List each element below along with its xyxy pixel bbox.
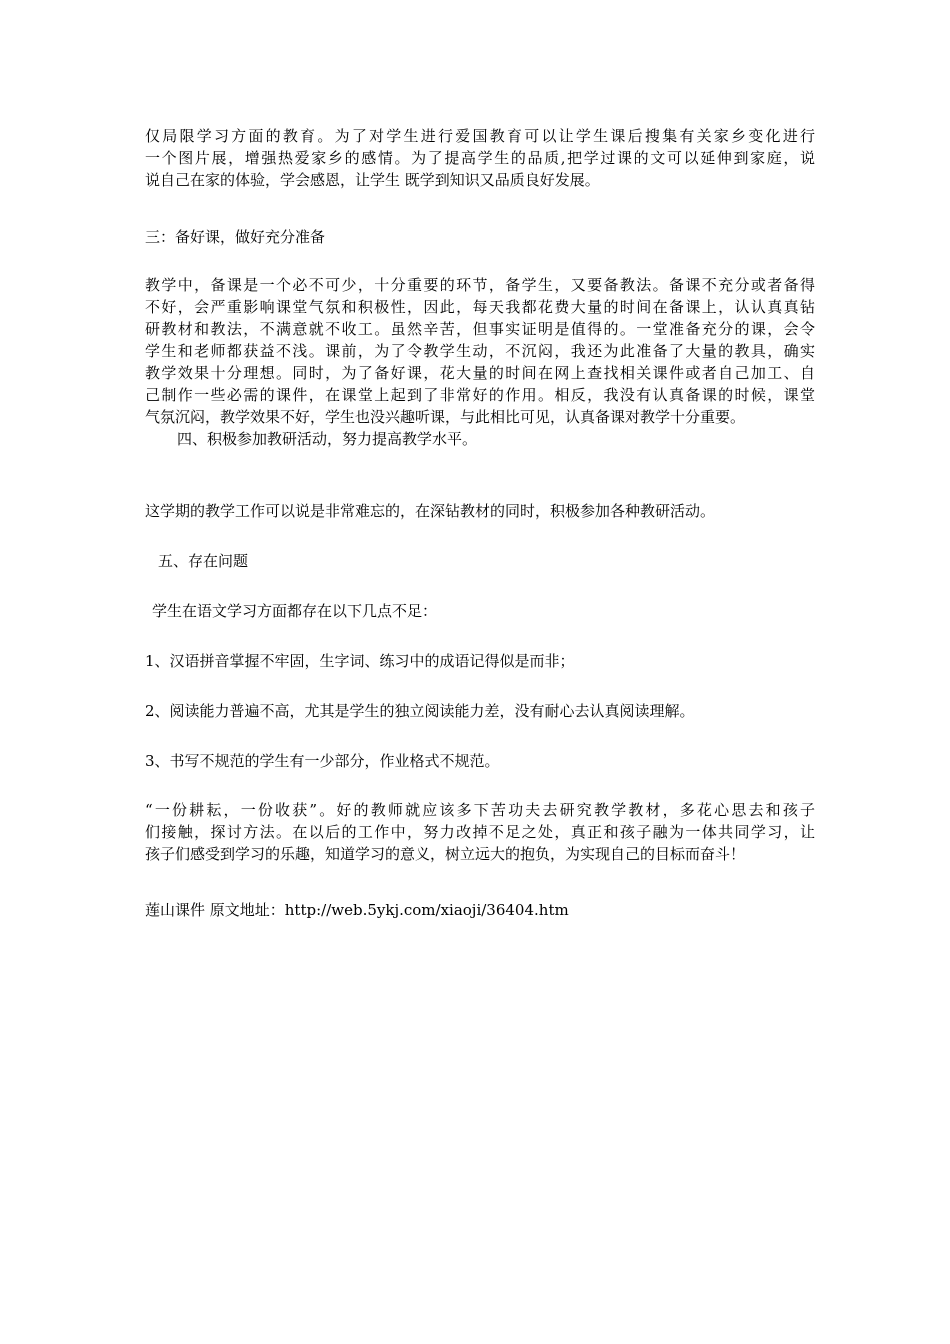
list-item: 2、阅读能力普遍不高，尤其是学生的独立阅读能力差，没有耐心去认真阅读理解。: [145, 702, 695, 720]
paragraph-line: 教学效果十分理想。同时，为了备好课，花大量的时间在网上查找相关课件或者自己加工、自: [145, 364, 815, 382]
paragraph-line: “一份耕耘，一份收获”。好的教师就应该多下苦功夫去研究教学教材，多花心思去和孩子: [145, 801, 815, 819]
paragraph-line: 气氛沉闷，教学效果不好，学生也没兴趣听课，与此相比可见，认真备课对教学十分重要。: [145, 408, 746, 426]
paragraph-line: 说自己在家的体验，学会感恩，让学生 既学到知识又品质良好发展。: [145, 171, 600, 189]
list-item: 3、书写不规范的学生有一少部分，作业格式不规范。: [145, 752, 500, 770]
section-heading-4: 四、积极参加教研活动，努力提高教学水平。: [177, 430, 478, 448]
paragraph-line: 研教材和教法，不满意就不收工。虽然辛苦，但事实证明是值得的。一堂准备充分的课，会令: [145, 320, 815, 338]
section-heading-3: 三：备好课，做好充分准备: [145, 228, 326, 246]
section-heading-5: 五、存在问题: [158, 552, 249, 570]
paragraph-line: 不好，会严重影响课堂气氛和积极性，因此，每天我都花费大量的时间在备课上，认认真真钻: [145, 298, 815, 316]
source-footer: 莲山课件 原文地址：http://web.5ykj.com/xiaoji/36404.htm: [145, 901, 569, 919]
paragraph-line: 一个图片展，增强热爱家乡的感情。为了提高学生的品质,把学过课的文可以延伸到家庭，说: [145, 149, 815, 167]
paragraph-line: 们接触，探讨方法。在以后的工作中，努力改掉不足之处，真正和孩子融为一体共同学习，让: [145, 823, 815, 841]
list-item: 1、汉语拼音掌握不牢固，生字词、练习中的成语记得似是而非；: [145, 652, 575, 670]
paragraph-line: 教学中，备课是一个必不可少，十分重要的环节，备学生，又要备教法。备课不充分或者备得: [145, 276, 815, 294]
paragraph-line: 孩子们感受到学习的乐趣，知道学习的意义，树立远大的抱负，为实现自己的目标而奋斗！: [145, 845, 746, 863]
paragraph-line: 学生在语文学习方面都存在以下几点不足：: [152, 602, 438, 620]
paragraph-line: 仅局限学习方面的教育。为了对学生进行爱国教育可以让学生课后搜集有关家乡变化进行: [145, 127, 815, 145]
paragraph-line: 学生和老师都获益不浅。课前，为了令教学生动，不沉闷，我还为此准备了大量的教具，确实: [145, 342, 815, 360]
paragraph-line: 己制作一些必需的课件，在课堂上起到了非常好的作用。相反，我没有认真备课的时候，课堂: [145, 386, 815, 404]
paragraph-line: 这学期的教学工作可以说是非常难忘的，在深钻教材的同时，积极参加各种教研活动。: [145, 502, 716, 520]
